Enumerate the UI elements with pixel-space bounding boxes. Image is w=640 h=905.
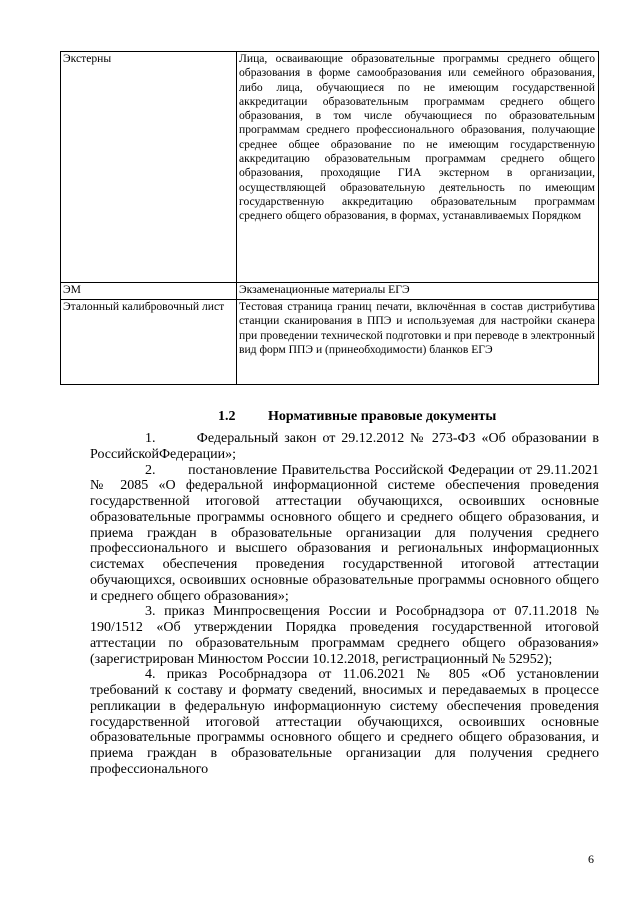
term-cell: Эталонный калибровочный лист <box>61 300 237 385</box>
list-item: 2. постановление Правительства Российской Федерации от 29.11.2021 № 2085 «О федеральной информационной системе обеспечения проведения государственной итоговой аттестации обучающихся, освоивших основные образовательные программы основного общего и среднего общего образования, и приема граждан в образовательные организации для получения среднего профессионального и высшего образования и региональных информационных системах обеспечения проведения государственной итоговой аттестации обучающихся, освоивших основные образовательные программы основного общего и среднего общего образования»; <box>90 462 599 604</box>
definition-cell: Экзаменационные материалы ЕГЭ <box>237 283 599 300</box>
section-title: Нормативные правовые документы <box>268 409 497 424</box>
list-item: 1. Федеральный закон от 29.12.2012 № 273-ФЗ «Об образовании в РоссийскойФедерации»; <box>90 431 599 462</box>
list-item: 4. приказ Рособрнадзора от 11.06.2021 № 805 «Об установлении требований к составу и формату сведений, вносимых и передаваемых в процессе репликации в федеральную информационную систему обеспечения проведения государственной итоговой аттестации обучающихся, освоивших основные образовательные программы основного общего и среднего общего образования, и приема граждан в образовательные организации для получения среднего профессионального <box>90 667 599 777</box>
term-cell: ЭМ <box>61 283 237 300</box>
definition-cell: Лица, осваивающие образовательные программы среднего общего образования в форме самообразования или семейного образования, либо лица, обучающиеся по не имеющим государственной аккредитации образовательным программам среднего общего образования, в том числе обучающиеся по образовательным программам среднего профессионального образования, получающие среднее общее образование по не имеющим государственную аккредитацию образовательным программам среднего общего образования, проходящие ГИА экстерном в организации, осуществляющей образовательную деятельность по имеющим государственную аккредитацию образовательным программам среднего общего образования, в формах, устанавливаемых Порядком <box>237 52 599 283</box>
table-row <box>61 283 599 300</box>
table-row <box>61 52 599 283</box>
document-list <box>90 431 599 778</box>
table-row <box>61 300 599 385</box>
term-cell: Экстерны <box>61 52 237 283</box>
definitions-table <box>60 51 599 385</box>
definition-cell: Тестовая страница границ печати, включённая в состав дистрибутива станции сканирования в ППЭ и используемая для настройки сканера при проведении технической подготовки и при переводе в электронный вид форм ППЭ и (принеобходимости) бланков ЕГЭ <box>237 300 599 385</box>
section-number: 1.2 <box>218 409 236 424</box>
list-item: 3. приказ Минпросвещения России и Рособрнадзора от 07.11.2018 № 190/1512 «Об утверждении Порядка проведения государственной итоговой аттестации по образовательным программам среднего общего образования» (зарегистрирован Минюстом России 10.12.2018, регистрационный № 52952); <box>90 604 599 667</box>
page-number: 6 <box>588 852 594 866</box>
